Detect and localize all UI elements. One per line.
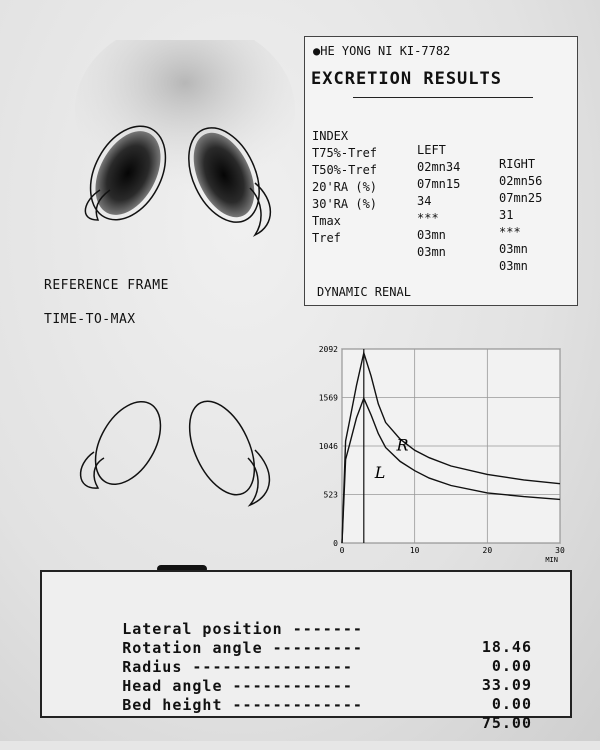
param-label: Head angle bbox=[122, 677, 223, 695]
y-tick-label: 2092 bbox=[318, 345, 338, 354]
param-value: 75.00 bbox=[481, 714, 532, 732]
y-tick-label: 1046 bbox=[318, 442, 338, 451]
acquisition-parameters-panel bbox=[40, 570, 572, 732]
param-value: 0.00 bbox=[491, 657, 532, 675]
param-dashes: --------- bbox=[262, 639, 363, 657]
title-underline bbox=[353, 97, 533, 98]
x-tick-label: 10 bbox=[409, 546, 420, 555]
annotation-right: R bbox=[396, 435, 409, 455]
time-to-max-scan bbox=[70, 390, 300, 530]
row-left: 07mn15 bbox=[417, 177, 461, 191]
row-left: 03mn bbox=[417, 228, 446, 242]
dynamic-renal-label: DYNAMIC RENAL bbox=[317, 285, 411, 299]
row-left: 34 bbox=[417, 194, 432, 208]
annotation-left: L bbox=[374, 463, 386, 483]
row-index: T75%-Tref bbox=[312, 146, 378, 160]
header-right: RIGHT bbox=[499, 157, 536, 171]
header-index: INDEX bbox=[312, 129, 349, 143]
x-tick-label: 30 bbox=[555, 546, 565, 555]
row-index: 30'RA (%) bbox=[312, 197, 378, 211]
y-tick-label: 523 bbox=[323, 490, 338, 500]
param-dashes: ------------ bbox=[222, 677, 353, 695]
reference-frame-label: REFERENCE FRAME bbox=[44, 278, 169, 293]
y-tick-label: 0 bbox=[333, 539, 338, 548]
param-label: Lateral position bbox=[122, 620, 283, 638]
x-tick-label: 20 bbox=[482, 546, 493, 555]
y-tick-label: 1569 bbox=[318, 393, 338, 403]
row-right: 31 bbox=[499, 208, 514, 222]
reference-frame-scan bbox=[70, 40, 300, 270]
row-right: *** bbox=[499, 225, 521, 239]
row-right: 03mn bbox=[499, 259, 528, 273]
param-dashes: ---------------- bbox=[182, 658, 353, 676]
row-index: T50%-Tref bbox=[312, 163, 378, 177]
param-label: Radius bbox=[122, 658, 183, 676]
header-left: LEFT bbox=[417, 143, 446, 157]
row-left: 03mn bbox=[417, 245, 446, 259]
x-tick-label: 0 bbox=[339, 546, 345, 555]
row-index: 20'RA (%) bbox=[312, 180, 378, 194]
renogram-chart bbox=[300, 335, 580, 565]
row-index: Tref bbox=[312, 231, 341, 245]
param-label: Bed height bbox=[122, 696, 223, 714]
table-row bbox=[312, 217, 528, 273]
time-to-max-label: TIME-TO-MAX bbox=[44, 312, 136, 327]
row-right: 07mn25 bbox=[499, 191, 543, 205]
patient-id: ●HE YONG NI KI-7782 bbox=[313, 44, 451, 58]
row-index: Tmax bbox=[312, 214, 341, 228]
row-left: 02mn34 bbox=[417, 160, 461, 174]
param-value: 33.09 bbox=[481, 676, 532, 694]
param-value: 0.00 bbox=[491, 695, 532, 713]
excretion-results-panel bbox=[304, 36, 578, 306]
param-label: Rotation angle bbox=[122, 639, 263, 657]
results-table bbox=[312, 115, 543, 273]
row-right: 02mn56 bbox=[499, 174, 543, 188]
results-title: EXCRETION RESULTS bbox=[311, 69, 502, 89]
param-dashes: ------------- bbox=[222, 696, 363, 714]
param-value: 18.46 bbox=[481, 638, 532, 656]
row-right: 03mn bbox=[499, 242, 528, 256]
param-dashes: ------- bbox=[282, 620, 363, 638]
x-axis-label: MIN bbox=[545, 556, 558, 564]
row-left: *** bbox=[417, 211, 439, 225]
